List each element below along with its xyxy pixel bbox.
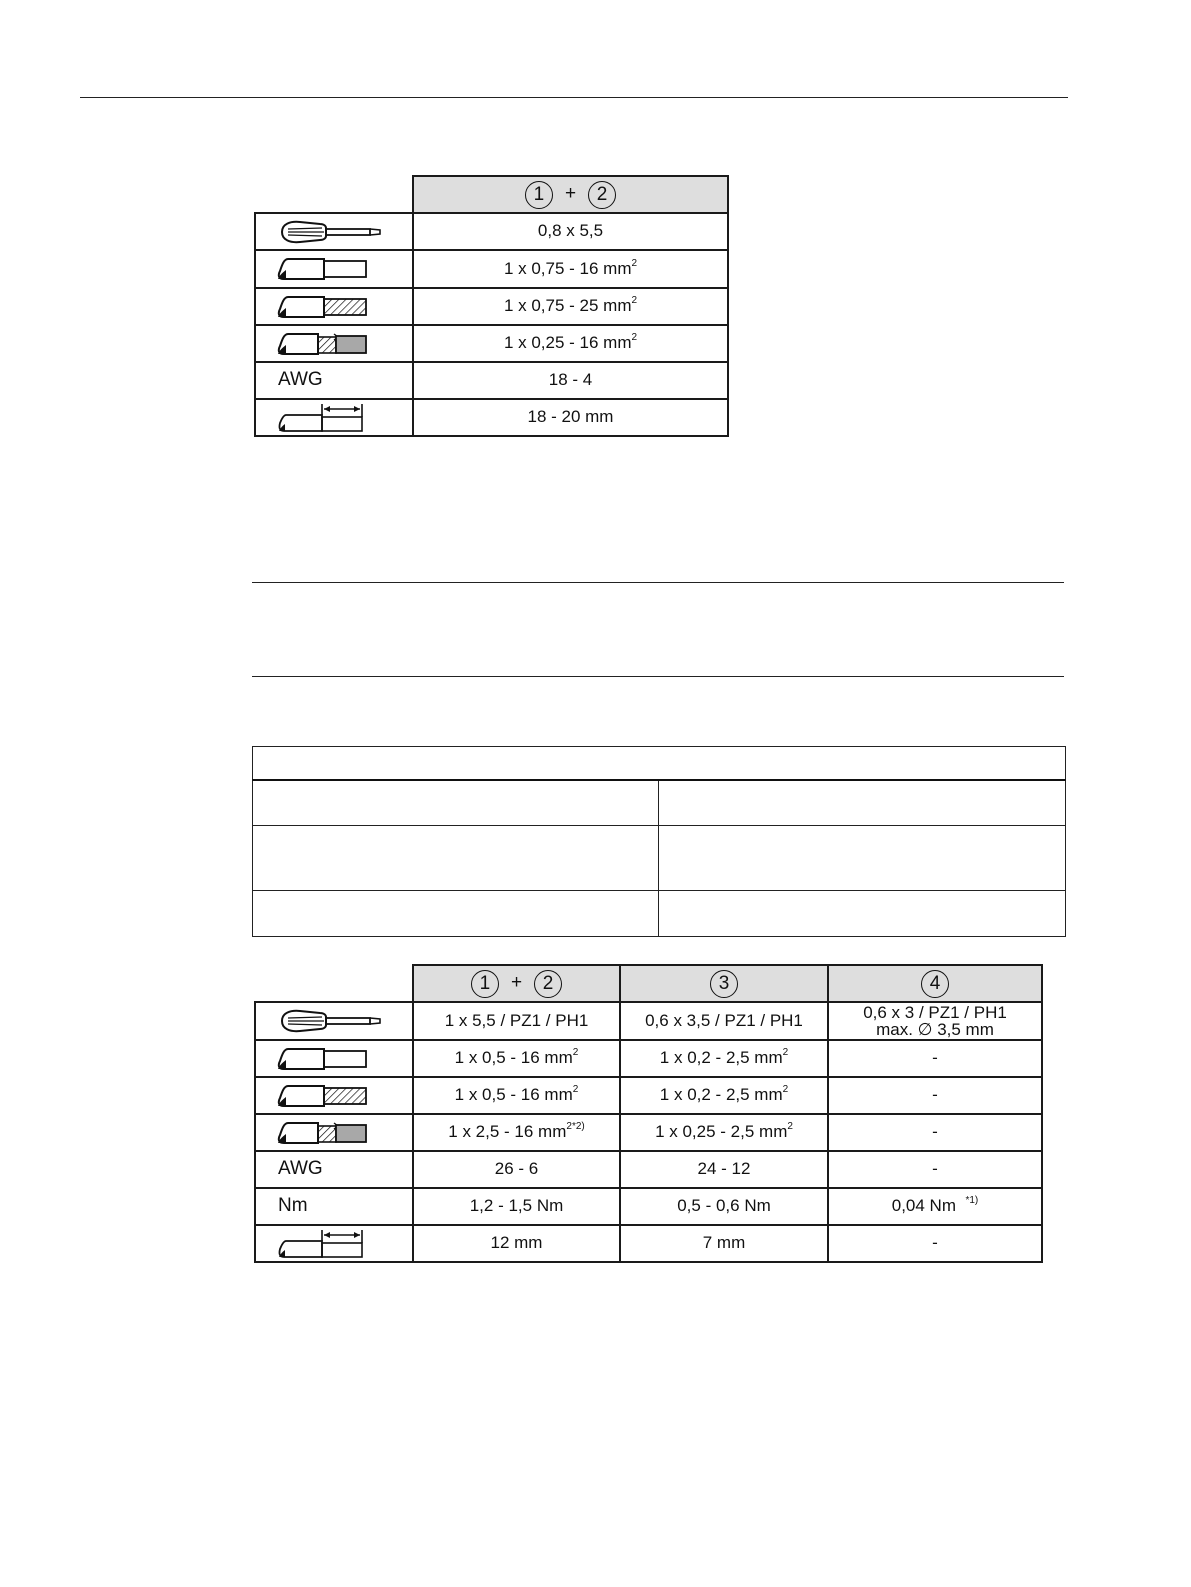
cell-ferrule-1-2: 1 x 2,5 - 16 $mm^{2*2)}$ [413, 1114, 620, 1151]
table-row [255, 1002, 1042, 1040]
table-row [255, 362, 728, 399]
ferrule-conductor-value: 1 x 0,25 - 16 $mm^2$ [413, 325, 728, 362]
stranded-conductor-icon [255, 1077, 413, 1114]
blank-cell [659, 891, 1066, 937]
header-rule [80, 97, 1068, 98]
note-rule-top [252, 582, 1064, 583]
table-row [255, 1114, 1042, 1151]
cell-solid-1-2: 1 x 0,5 - 16 $mm^2$ [413, 1040, 620, 1077]
header-terminal-4 [828, 965, 1042, 1002]
table-row [255, 288, 728, 325]
header-terminals-1-2 [413, 176, 728, 213]
corner-cell [255, 176, 413, 213]
blank-cell [659, 826, 1066, 891]
corner-cell [255, 965, 413, 1002]
blank-cell [253, 826, 659, 891]
stranded-conductor-value: 1 x 0,75 - 25 $mm^2$ [413, 288, 728, 325]
table-row [255, 1151, 1042, 1188]
note-rule-bottom [252, 676, 1064, 677]
footnote-marker: *1) [965, 1195, 979, 1207]
cell-stranded-1-2: 1 x 0,5 - 16 $mm^2$ [413, 1077, 620, 1114]
solid-conductor-value: 1 x 0,75 - 16 $mm^2$ [413, 250, 728, 288]
cell-ferrule-3: 1 x 0,25 - 2,5 $mm^2$ [620, 1114, 828, 1151]
solid-conductor-icon [255, 1040, 413, 1077]
cell-screwdriver-3: 0,6 x 3,5 / PZ1 / PH1 [620, 1002, 828, 1040]
cell-awg-3: 24 - 12 [620, 1151, 828, 1188]
footnote-marker: *2) [571, 1121, 585, 1133]
cell-screwdriver-4: 0,6 x 3 / PZ1 / PH1 max. ∅ 3,5 mm [828, 1002, 1042, 1040]
cell-awg-1-2: 26 - 6 [413, 1151, 620, 1188]
header-terminal-3 [620, 965, 828, 1002]
strip-length-icon [255, 399, 413, 436]
strip-length-icon [255, 1225, 413, 1262]
awg-label: AWG [255, 362, 413, 399]
header-terminals-1-2 [413, 965, 620, 1002]
cell-strip-4: - [828, 1225, 1042, 1262]
terminal-marker: 1 [471, 970, 499, 998]
spec-table-1 [254, 175, 729, 437]
terminal-marker: 3 [710, 970, 738, 998]
spec-table-2 [254, 964, 1043, 1263]
torque-label: Nm [255, 1188, 413, 1225]
strip-length-value: 18 - 20 mm [413, 399, 728, 436]
table-row [255, 1077, 1042, 1114]
awg-label: AWG [255, 1151, 413, 1188]
cell-solid-3: 1 x 0,2 - 2,5 $mm^2$ [620, 1040, 828, 1077]
screwdriver-icon [255, 1002, 413, 1040]
table-row [255, 1040, 1042, 1077]
cell-stranded-4: - [828, 1077, 1042, 1114]
terminal-marker: 2 [534, 970, 562, 998]
cell-awg-4: - [828, 1151, 1042, 1188]
terminal-marker: 4 [921, 970, 949, 998]
stranded-conductor-icon [255, 288, 413, 325]
plus-sign: + [564, 183, 577, 205]
cell-screwdriver-1-2: 1 x 5,5 / PZ1 / PH1 [413, 1002, 620, 1040]
cell-torque-1-2: 1,2 - 1,5 Nm [413, 1188, 620, 1225]
table-row [255, 250, 728, 288]
table-row [255, 213, 728, 250]
cell-ferrule-4: - [828, 1114, 1042, 1151]
terminal-marker: 1 [525, 181, 553, 209]
blank-cell [659, 780, 1066, 826]
ferrule-conductor-icon [255, 325, 413, 362]
solid-conductor-icon [255, 250, 413, 288]
blank-table [252, 746, 1066, 937]
cell-torque-4: 0,04 Nm $^{*1)}$ [828, 1188, 1042, 1225]
cell-stranded-3: 1 x 0,2 - 2,5 $mm^2$ [620, 1077, 828, 1114]
blank-table-header [253, 747, 1066, 780]
table-row [255, 1188, 1042, 1225]
terminal-marker: 2 [588, 181, 616, 209]
screwdriver-icon [255, 213, 413, 250]
plus-sign: + [510, 972, 523, 994]
cell-strip-1-2: 12 mm [413, 1225, 620, 1262]
cell-strip-3: 7 mm [620, 1225, 828, 1262]
screwdriver-value: 0,8 x 5,5 [413, 213, 728, 250]
table-row [255, 1225, 1042, 1262]
cell-torque-3: 0,5 - 0,6 Nm [620, 1188, 828, 1225]
blank-cell [253, 780, 659, 826]
table-row [255, 325, 728, 362]
table-row [255, 399, 728, 436]
cell-solid-4: - [828, 1040, 1042, 1077]
awg-value: 18 - 4 [413, 362, 728, 399]
ferrule-conductor-icon [255, 1114, 413, 1151]
blank-cell [253, 891, 659, 937]
